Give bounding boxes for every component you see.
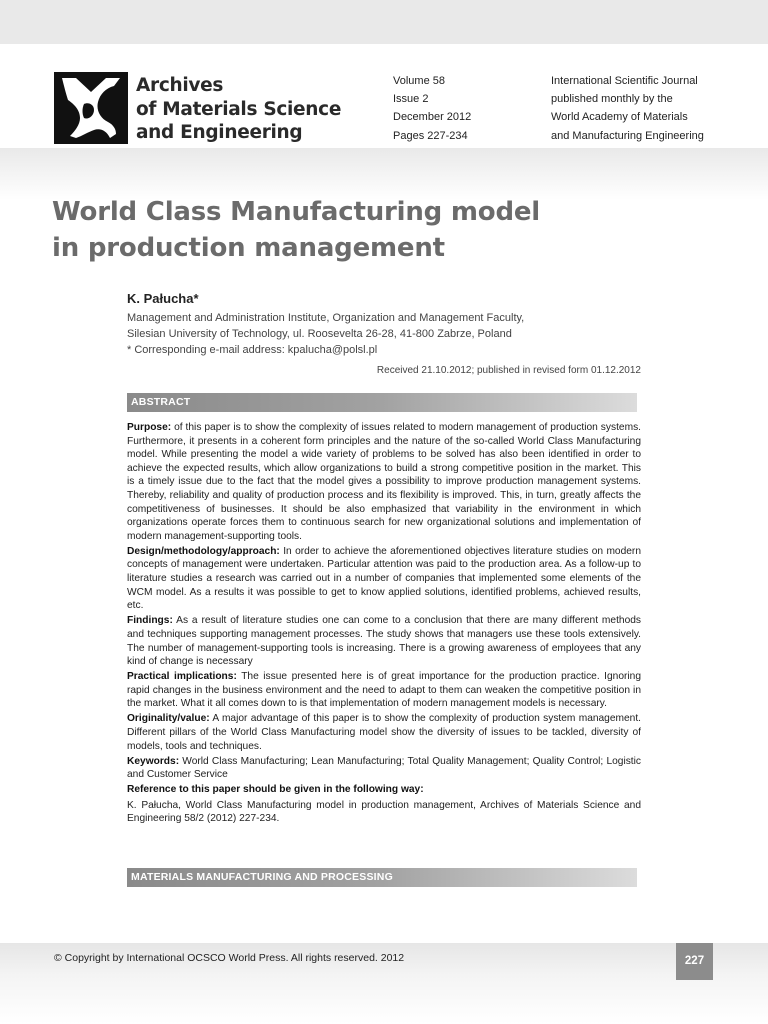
affiliation: [127, 310, 524, 358]
issue: Issue 2: [393, 93, 429, 106]
findings-text: As a result of literature studies one can come to a conclusion that there are many different methods and techniques supporting management processes. The study shows that managers use these tools extensively. The number of management-supporting tools is increasing. There is a growing awareness of employees that any kind of change is necessary: [127, 615, 641, 668]
reference-heading-text: Reference to this paper should be given in the following way:: [127, 784, 424, 796]
journal-title-line: and Engineering: [136, 122, 303, 143]
affiliation-line: Silesian University of Technology, ul. Roosevelta 26-28, 41-800 Zabrze, Poland: [127, 328, 512, 340]
category-heading: MATERIALS MANUFACTURING AND PROCESSING: [127, 868, 637, 887]
abstract-design: [127, 545, 641, 613]
page-number: 227: [676, 943, 713, 980]
copyright-notice: © Copyright by International OCSCO World Press. All rights reserved. 2012: [54, 952, 405, 964]
issue-date: December 2012: [393, 111, 472, 124]
design-text: In order to achieve the aforementioned objectives literature studies on modern concepts of management were undertaken. Particular attention was paid to the production area. As a follow-up to literature studies a research was carried out in a number of companies that implemented some elements of the WCM model. As a results it was possible to get to know applied solutions, identified problems, achieved results, etc.: [127, 545, 641, 612]
publisher-line: published monthly by the: [551, 93, 673, 106]
publisher-line: World Academy of Materials: [551, 111, 688, 124]
issue-info: [393, 72, 471, 145]
publisher-line: and Manufacturing Engineering: [551, 129, 704, 142]
author-name: K. Pałucha*: [127, 291, 199, 306]
journal-logo: [54, 72, 128, 144]
abstract-purpose: [127, 421, 641, 543]
abstract-keywords: [127, 755, 641, 782]
affiliation-line: * Corresponding e-mail address: kpalucha@polsl.pl: [127, 344, 378, 356]
publisher-line: International Scientific Journal: [551, 75, 698, 87]
abstract-originality: [127, 712, 641, 753]
abstract-practical: [127, 670, 641, 711]
practical-label: Practical implications:: [127, 671, 237, 683]
purpose-label: Purpose:: [127, 422, 172, 433]
journal-title: [136, 74, 366, 145]
keywords-label: Keywords:: [127, 755, 180, 767]
affiliation-line: Management and Administration Institute, Organization and Management Faculty,: [127, 312, 525, 324]
purpose-text: of this paper is to show the complexity of issues related to modern management of production systems. Furthermore, it presents in a coherent form principles and the nature of the so-called World Class Manufacturing model. While presenting the model a wide variety of problems to be solved has also been identified in order to achieve the expected results, which allow organizations to build a strong competitive position in the market. This is a timely issue due to the fact that the model gives a possibility to improve production management systems. Thereby, reliability and quality of production process and its flexibility is improved. This, in turn, greatly affects the competitiveness of businesses. It should be also emphasized that variability in the environment in which organizations operate forces them to continuous search for new organizational solutions and implementation of modern management-supporting tools.: [127, 422, 641, 542]
pages: Pages 227-234: [393, 129, 468, 142]
paper-title-line: World Class Manufacturing model: [52, 197, 541, 227]
publisher-info: [551, 72, 704, 145]
originality-label: Originality/value:: [127, 713, 210, 725]
reference-heading: [127, 783, 641, 797]
abstract-body: [127, 421, 641, 827]
findings-label: Findings:: [127, 615, 173, 627]
volume: Volume 58: [393, 75, 445, 87]
abstract-findings: [127, 614, 641, 668]
paper-title-line: in production management: [52, 233, 445, 263]
journal-title-line: of Materials Science: [136, 98, 342, 120]
keywords-text: World Class Manufacturing; Lean Manufacturing; Total Quality Management; Quality Control; Logistic and Customer Service: [127, 755, 641, 781]
reference-text: K. Pałucha, World Class Manufacturing model in production management, Archives of Materials Science and Engineering 58/2 (2012) 227-234.: [127, 799, 641, 825]
originality-text: A major advantage of this paper is to show the complexity of production system management. Different pillars of the World Class Manufacturing model show the diversity of issues to be tackled, diversity of models, tools and techniques.: [127, 713, 641, 752]
journal-title-line: Archives: [136, 75, 224, 96]
received-dates: Received 21.10.2012; published in revised form 01.12.2012: [376, 365, 641, 376]
abstract-heading: ABSTRACT: [127, 393, 637, 412]
paper-title: [52, 194, 692, 266]
practical-text: The issue presented here is of great importance for the production practice. Ignoring rapid changes in the business environment and the need to adapt to them can weaken the competitive position in the market. What it all comes down to is that implementation of modern management models is necessary.: [127, 671, 642, 710]
design-label: Design/methodology/approach:: [127, 545, 280, 557]
journal-logo-icon: [56, 74, 126, 142]
